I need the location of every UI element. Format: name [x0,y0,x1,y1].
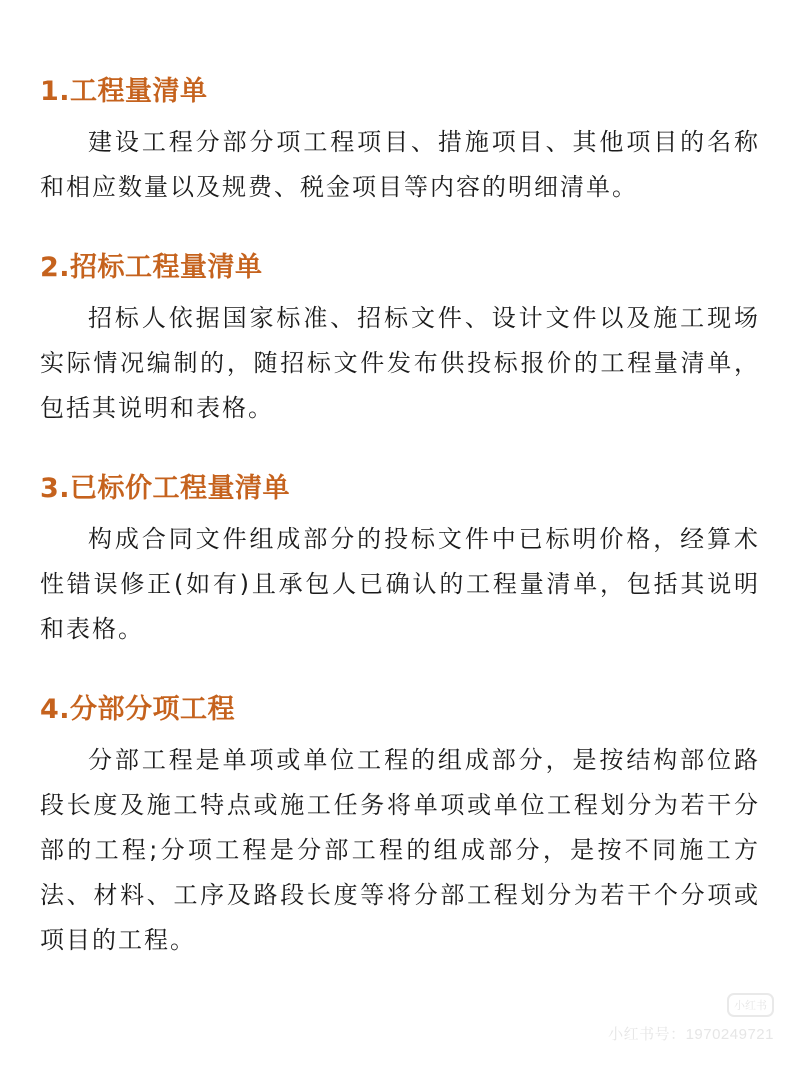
section-heading: 3.已标价工程量清单 [40,473,291,504]
section-heading: 2.招标工程量清单 [40,252,263,283]
section-body: 分部工程是单项或单位工程的组成部分，是按结构部位路段长度及施工特点或施工任务将单项或单位工程划分为若干分部的工程;分项工程是分部工程的组成部分，是按不同施工方法、材料、工序及路段长度等将分部工程划分为若干个分项或项目的工程。 [40,746,760,954]
watermark-text: 小红书号：1970249721 [608,1026,774,1043]
section-3 [40,469,760,652]
section-body: 招标人依据国家标准、招标文件、设计文件以及施工现场实际情况编制的，随招标文件发布供投标报价的工程量清单，包括其说明和表格。 [40,304,760,422]
section-1 [40,72,760,210]
section-body: 构成合同文件组成部分的投标文件中已标明价格，经算术性错误修正(如有)且承包人已确认的工程量清单，包括其说明和表格。 [40,525,760,643]
section-2 [40,248,760,431]
watermark-logo: 小红书 [727,993,774,1017]
section-heading: 4.分部分项工程 [40,694,236,725]
watermark [608,993,774,1044]
section-body: 建设工程分部分项工程项目、措施项目、其他项目的名称和相应数量以及规费、税金项目等内容的明细清单。 [40,128,760,201]
section-heading: 1.工程量清单 [40,76,208,107]
section-4 [40,690,760,963]
document-page [40,72,760,1001]
